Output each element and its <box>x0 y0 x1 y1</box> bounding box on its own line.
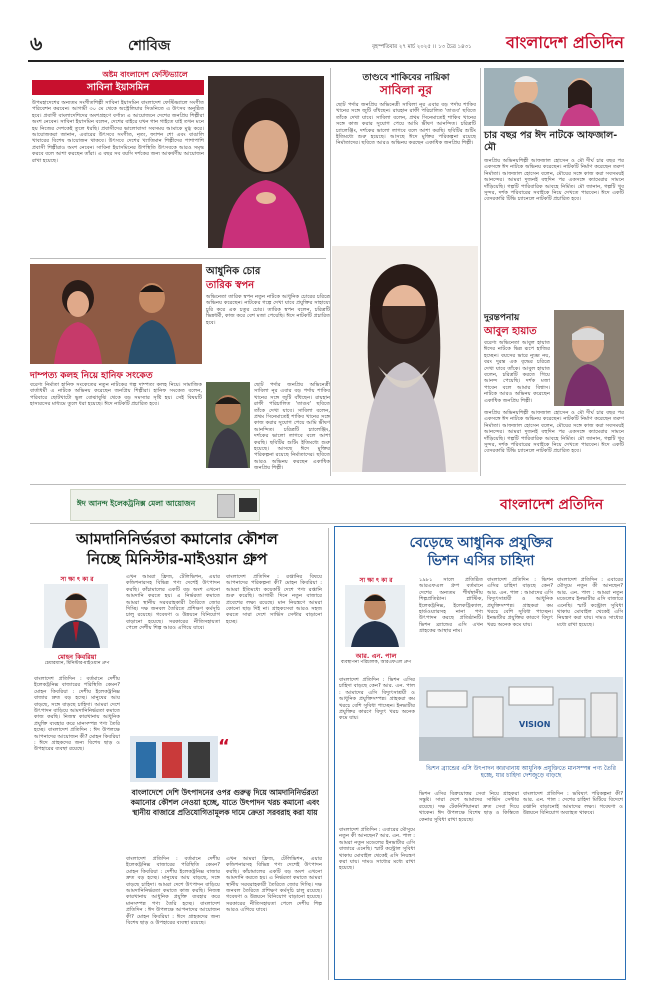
story-sabila-nur <box>336 68 476 478</box>
supplement-logo: বাংলাদেশ প্রতিদিন <box>500 497 604 513</box>
interview-col2: বাংলাদেশ প্রতিদিন : ভিশন এসির চাহিদা বাড়ছে কেন? আর. এন. পাল : আমাদের এসি বিদ্যুৎসাশ্রয়ী ও আধুনিক প্রযুক্তিসম্পন্ন। গ্রাহকরা কম খরচে বেশি সুবিধা পাচ্ছেন। ইনভার্টার প্রযুক্তির কারণে বিদ্যুৎ খরচ অনেক কমে যায়। <box>487 577 553 628</box>
headline-line2: তারিক স্বপন <box>206 280 255 291</box>
interview-col1: বাংলাদেশ প্রতিদিন : বর্তমানে দেশীয় ইলেকট্রনিক্স বাজারের পরিস্থিতি কেমন? মোহন কিবরিয়া : দেশীয় ইলেকট্রনিক্স বাজার দ্রুত বড় হচ্ছে। মানুষের আয় বাড়ছে, সঙ্গে বাড়ছে চাহিদা। আমরা দেশে উৎপাদন বাড়িয়ে আমদানিনির্ভরতা কমাতে কাজ করছি। নিজস্ব কারখানায় আধুনিক প্রযুক্তি ব্যবহার করে মানসম্পন্ন পণ্য তৈরি হচ্ছে। বাংলাদেশ প্রতিদিন : ঈদ উপলক্ষে আপনাদের আয়োজন কী? মোহন কিবরিয়া : ঈদে গ্রাহকদের জন্য বিশেষ ছাড় ও উপহারের ব্যবস্থা রয়েছে। <box>34 676 120 753</box>
headline-line2: ভিশন এসির চাহিদা <box>427 553 535 569</box>
column-divider-right <box>480 68 481 476</box>
refrigerator-ad-photo <box>130 736 218 782</box>
person-name: আর. এন. পাল <box>355 652 397 660</box>
kicker: অষ্টম বাংলাদেশ ফেস্টিভ্যালে <box>102 70 188 79</box>
story-body: বরেণ্য নির্মাতা হানিফ সংকেতের নতুন নাটকের গল্প দাম্পত্য কলহ নিয়ে। সামাজিক বার্তাধর্মী এ নাটকে অভিনয় করেছেন জনপ্রিয় শিল্পীরা। হানিফ সংকেত বলেন, পরিবারে ছোটখাটো ভুল বোঝাবুঝি থেকে বড় সমস্যার সৃষ্টি হয়। সেই বিষয়টি হাস্যরসের মাধ্যমে তুলে ধরা হয়েছে। ঈদে নাটকটি প্রচারিত হবে। <box>30 382 202 408</box>
interview-col1: ১৯৮১ সালে প্রতিষ্ঠিত আরএফএল গ্রুপ বর্তমানে দেশের অন্যতম শীর্ষস্থানীয় শিল্পপ্রতিষ্ঠান। প্লাস্টিক, ইলেকট্রনিক্স, ইলেকট্রিক্যাল, হার্ডওয়্যারসহ নানা পণ্য উৎপাদন করছে প্রতিষ্ঠানটি। ভিশন ব্র্যান্ডের এসি এখন গ্রাহকের আস্থার নাম। <box>419 577 483 635</box>
kicker: দুরন্তপনায় <box>484 313 520 323</box>
sabina-yasmin-photo <box>208 76 324 248</box>
feature-minister-myone <box>30 528 324 980</box>
story-afzal-mou <box>484 68 624 306</box>
sabila-nur-photo <box>332 246 478 472</box>
interview-col2-lower: বাংলাদেশ প্রতিদিন : বর্তমানে দেশীয় ইলেকট্রনিক্স বাজারের পরিস্থিতি কেমন? মোহন কিবরিয়া : দেশীয় ইলেকট্রনিক্স বাজার দ্রুত বড় হচ্ছে। মানুষের আয় বাড়ছে, সঙ্গে বাড়ছে চাহিদা। আমরা দেশে উৎপাদন বাড়িয়ে আমদানিনির্ভরতা কমাতে কাজ করছি। নিজস্ব কারখানায় আধুনিক প্রযুক্তি ব্যবহার করে মানসম্পন্ন পণ্য তৈরি হচ্ছে। বাংলাদেশ প্রতিদিন : ঈদ উপলক্ষে আপনাদের আয়োজন কী? মোহন কিবরিয়া : ঈদে গ্রাহকদের জন্য বিশেষ ছাড় ও উপহারের ব্যবস্থা রয়েছে। <box>126 856 220 927</box>
date-line: বৃহস্পতিবার ২৭ মার্চ ২০২৫ ।। ১৩ চৈত্র ১৪৩১ <box>372 44 472 50</box>
interview-col2-lower: ভিশন এসির বিক্রয়োত্তর সেবা নিয়ে গ্রাহকরা সন্তুষ্ট। সারা দেশে আমাদের সার্ভিস সেন্টার রয়েছে। দক্ষ টেকনিশিয়ানরা দ্রুত সেবা দিয়ে থাকেন। ঈদ উপলক্ষে বিশেষ ছাড় ও কিস্তিতে কেনার সুবিধা রাখা হয়েছে। <box>419 791 519 823</box>
masthead-logo: বাংলাদেশ প্রতিদিন <box>506 33 624 52</box>
story-hanif-sanket <box>30 262 202 476</box>
interview-col1-bottom: বাংলাদেশ প্রতিদিন : এবারের মৌসুমে নতুন কী আনছেন? আর. এন. পাল : আমরা নতুন মডেলের ইনভার্টার এসি বাজারে এনেছি। স্মার্ট কন্ট্রোল সুবিধা থাকায় মোবাইল থেকেই এসি নিয়ন্ত্রণ করা যায়। দামও সাধ্যের মধ্যে রাখা হয়েছে। <box>339 827 415 872</box>
hanif-sanket-drama-photo <box>30 264 202 364</box>
afzal-mou-photo <box>484 68 624 126</box>
story-body-upper: অভিনেতা তারিক স্বপন নতুন নাটকে আধুনিক চোরের চরিত্রে অভিনয় করেছেন। নাটকের গল্পে দেখা যাবে প্রযুক্তির সাহায্যে চুরি করে এক চতুর চোর। তারিক স্বপন বলেন, চরিত্রটি ভিন্নধর্মী, কাজ করে বেশ মজা পেয়েছি। ঈদে নাটকটি প্রচারিত হবে। <box>206 294 330 326</box>
photo-caption: ভিশন ব্র্যান্ডের এসি উৎপাদন কারখানায় আধুনিক প্রযুক্তিতে মানসম্পন্ন পণ্য তৈরি হচ্ছে, যার চাহিদা দেশজুড়ে বাড়ছে <box>426 765 616 780</box>
electronics-fair-strip <box>70 489 260 521</box>
abul-hayat-photo <box>554 310 624 406</box>
mohan-kibria-photo <box>44 584 108 648</box>
story-body-lower: ছোট পর্দার জনপ্রিয় অভিনেত্রী সাবিলা নূর এবার বড় পর্দায় শাকিব খানের সঙ্গে জুটি বাঁধছেন। রায়হান রাফী পরিচালিত 'তাণ্ডব' ছবিতে তাঁকে দেখা যাবে। সাবিলা বলেন, প্রথম সিনেমাতেই শাকিব খানের সঙ্গে কাজ করার সুযোগ পেয়ে আমি ভীষণ আনন্দিত। চরিত্রটি চ্যালেঞ্জিং, দর্শকের ভালো লাগবে বলে আশা করছি। ছবিটির শুটিং ইতিমধ্যে শুরু হয়েছে। আসছে ঈদে মুক্তির পরিকল্পনা রয়েছে নির্মাতাদের। ছবিতে আরও অভিনয় করছেন একাধিক জনপ্রিয় শিল্পী। <box>254 382 330 472</box>
appliance-icon <box>217 494 235 518</box>
headline: সাবিনা ইয়াসমিন <box>87 82 149 93</box>
headline-line2: নিচ্ছে মিনিস্টার-মাইওয়ান গ্রুপ <box>86 550 268 568</box>
story-abul-hayat <box>484 310 624 476</box>
masthead-rule <box>28 60 624 62</box>
headline-line2: সাবিলা নূর <box>380 83 432 97</box>
pullquote: বাংলাদেশে দেশি উৎপাদনের ওপর গুরুত্ব দিয়ে আমদানিনির্ভরতা কমানোর কৌশল নেওয়া হচ্ছে, যাতে উৎপাদন খরচ কমানো এবং স্থানীয় বাজারে প্রতিযোগিতামূলক দামে ক্রেতা সরবরাহ করা যায় <box>130 788 320 817</box>
interview-col1-lower: বাংলাদেশ প্রতিদিন : ভিশন এসির চাহিদা বাড়ছে কেন? আর. এন. পাল : আমাদের এসি বিদ্যুৎসাশ্রয়ী ও আধুনিক প্রযুক্তিসম্পন্ন। গ্রাহকরা কম খরচে বেশি সুবিধা পাচ্ছেন। ইনভার্টার প্রযুক্তির কারণে বিদ্যুৎ খরচ অনেক কমে যায়। <box>339 677 415 722</box>
headline-banner <box>32 80 204 95</box>
interview-tag: সা ক্ষা ৎ কা র <box>60 576 94 583</box>
pullquote-mark: “ <box>218 736 230 757</box>
svg-text:VISION: VISION <box>519 720 551 729</box>
interview-col3-lower: এখন আমরা ফ্রিজ, টেলিভিশন, এয়ার কন্ডিশনারসহ বিভিন্ন পণ্য দেশেই উৎপাদন করছি। কাঁচামালের একটি বড় অংশ এখনো আমদানি করতে হয়। এ নির্ভরতা কমাতে আমরা স্থানীয় সরবরাহকারী তৈরিতে জোর দিচ্ছি। দক্ষ জনবল তৈরিতে প্রশিক্ষণ কর্মসূচি চালু রয়েছে। গবেষণা ও উন্নয়নে বিনিয়োগ বাড়ানো হয়েছে। সরকারের নীতিসহায়তা পেলে দেশীয় শিল্প আরও এগিয়ে যাবে। <box>226 856 322 914</box>
feature-divider <box>328 528 329 980</box>
feature-vision-ac <box>334 526 626 980</box>
column-divider <box>330 68 331 476</box>
headline-line1: আমদানিনির্ভরতা কমানোর কৌশল <box>76 530 278 548</box>
headline-line1: তাণ্ডবে শাকিবের নায়িকা <box>362 73 450 83</box>
tv-icon <box>239 498 257 512</box>
story-body-left: বরেণ্য অভিনেতা আবুল হায়াত ঈদের নাটকে ভিন্ন রূপে হাজির হচ্ছেন। বয়সের ভারে ন্যুব্জ নয়, বরং দুরন্ত এক বৃদ্ধের চরিত্রে দেখা যাবে তাঁকে। আবুল হায়াত বলেন, চরিত্রটি করতে গিয়ে আনন্দ পেয়েছি। দর্শক মজা পাবেন বলে আমার বিশ্বাস। নাটকে আরও অভিনয় করেছেন একাধিক জনপ্রিয় শিল্পী। <box>484 340 550 404</box>
interview-col3: বাংলাদেশ প্রতিদিন : রপ্তানির বিষয়ে আপনাদের পরিকল্পনা কী? মোহন কিবরিয়া : আমরা ইতিমধ্যে কয়েকটি দেশে পণ্য রপ্তানি শুরু করেছি। আগামী দিনে নতুন বাজারে প্রবেশের লক্ষ্য রয়েছে। মান নিয়ন্ত্রণে আমরা কোনো ছাড় দিই না। গ্রাহকসেবা আরও সহজ করতে সারা দেশে সার্ভিস সেন্টার বাড়ানো হচ্ছে। <box>226 574 322 625</box>
interview-col3: বাংলাদেশ প্রতিদিন : এবারের মৌসুমে নতুন কী আনছেন? আর. এন. পাল : আমরা নতুন মডেলের ইনভার্টার এসি বাজারে এনেছি। স্মার্ট কন্ট্রোল সুবিধা থাকায় মোবাইল থেকেই এসি নিয়ন্ত্রণ করা যায়। দামও সাধ্যের মধ্যে রাখা হয়েছে। <box>557 577 623 628</box>
person-title: ব্যবস্থাপনা পরিচালক, আরএফএল গ্রুপ <box>340 660 412 665</box>
fair-title: ঈদ আনন্দ ইলেকট্রনিক্স মেলা আয়োজন <box>77 499 196 508</box>
person-title: চেয়ারম্যান, মিনিস্টার-মাইওয়ান গ্রুপ <box>44 661 110 666</box>
supplement-banner <box>30 484 626 524</box>
headline: চার বছর পর ঈদ নাটকে আফজাল-মৌ <box>484 130 618 153</box>
headline: দাম্পত্য কলহ নিয়ে হানিফ সংকেত <box>30 371 153 381</box>
story-body-bottom: জনপ্রিয় অভিনয়শিল্পী আফজাল হোসেন ও মৌ দীর্ঘ চার বছর পর একসঙ্গে ঈদ নাটকে অভিনয় করেছেন। নাটকটি নির্মাণ করেছেন তরুণ নির্মাতা। আফজাল হোসেন বলেন, মৌয়ের সঙ্গে কাজ করা সবসময়ই আনন্দের। আমরা দুজনই বহুদিন পর একসঙ্গে ক্যামেরার সামনে দাঁড়িয়েছি। গল্পটি পারিবারিক আবহে নির্মিত। মৌ জানান, গল্পটি খুব সুন্দর, দর্শক পরিবারের সবাইকে নিয়ে দেখতে পারবেন। ঈদে একটি বেসরকারি টিভি চ্যানেলে নাটকটি প্রচারিত হবে। <box>484 410 624 455</box>
story-body: জনপ্রিয় অভিনয়শিল্পী আফজাল হোসেন ও মৌ দীর্ঘ চার বছর পর একসঙ্গে ঈদ নাটকে অভিনয় করেছেন। নাটকটি নির্মাণ করেছেন তরুণ নির্মাতা। আফজাল হোসেন বলেন, মৌয়ের সঙ্গে কাজ করা সবসময়ই আনন্দের। আমরা দুজনই বহুদিন পর একসঙ্গে ক্যামেরার সামনে দাঁড়িয়েছি। গল্পটি পারিবারিক আবহে নির্মিত। মৌ জানান, গল্পটি খুব সুন্দর, দর্শক পরিবারের সবাইকে নিয়ে দেখতে পারবেন। ঈদে একটি বেসরকারি টিভি চ্যানেলে নাটকটি প্রচারিত হবে। <box>484 158 624 203</box>
vision-ac-factory-photo <box>419 677 623 761</box>
interview-col2: এখন আমরা ফ্রিজ, টেলিভিশন, এয়ার কন্ডিশনারসহ বিভিন্ন পণ্য দেশেই উৎপাদন করছি। কাঁচামালের একটি বড় অংশ এখনো আমদানি করতে হয়। এ নির্ভরতা কমাতে আমরা স্থানীয় সরবরাহকারী তৈরিতে জোর দিচ্ছি। দক্ষ জনবল তৈরিতে প্রশিক্ষণ কর্মসূচি চালু রয়েছে। গবেষণা ও উন্নয়নে বিনিয়োগ বাড়ানো হয়েছে। সরকারের নীতিসহায়তা পেলে দেশীয় শিল্প আরও এগিয়ে যাবে। <box>126 574 220 632</box>
row-divider <box>30 258 326 259</box>
headline-line1: আধুনিক চোর <box>206 266 261 277</box>
story-body: উপমহাদেশের অন্যতম সংগীতশিল্পী সাবিনা ইয়াসমিন বাংলাদেশ ফেস্টিভ্যালে সংগীত পরিবেশন করবেন। আগামী ৩০ মে থেকে অস্ট্রেলিয়ার সিডনিতে এ উৎসব অনুষ্ঠিত হবে। প্রবাসী বাংলাদেশিদের অংশগ্রহণে বর্ণাঢ্য এ আয়োজনে দেশের জনপ্রিয় শিল্পীরা অংশ নেবেন। সাবিনা ইয়াসমিন বলেন, দেশের বাইরে যখন গান গাইতে যাই তখন মনে হয় নিজের দেশকেই তুলে ধরছি। প্রবাসীদের ভালোবাসা সবসময় আমাকে মুগ্ধ করে। আয়োজকরা জানান, এবারের উৎসবে সংগীত, নৃত্য, ফ্যাশন শো এবং বাঙালি খাবারের বিশেষ আয়োজন থাকবে। উৎসবে দেশের খ্যাতিমান শিল্পীদের পাশাপাশি প্রবাসী শিল্পীরাও অংশ নেবেন। সাবিনা ইয়াসমিনের উপস্থিতি উৎসবকে আরও সমৃদ্ধ করবে বলে আশা করছেন তাঁরা। এ বছর সব বয়সি দর্শকের জন্য আকর্ষণীয় আয়োজন রাখা হয়েছে। <box>32 100 204 164</box>
story-tariq-swapan <box>206 262 330 476</box>
headline: আবুল হায়াত <box>484 326 537 337</box>
rn-paul-photo <box>345 585 405 647</box>
person-name: মোহন কিবরিয়া <box>57 653 97 661</box>
interview-col3-lower: বাংলাদেশ প্রতিদিন : ভবিষ্যৎ পরিকল্পনা কী? আর. এন. পাল : দেশের চাহিদা মিটিয়ে বিদেশে রপ্তানি বাড়ানোই আমাদের লক্ষ্য। গবেষণা ও উন্নয়নে বিনিয়োগ অব্যাহত থাকবে। <box>523 791 623 817</box>
page-number: ৬ <box>30 33 43 55</box>
interview-tag: সা ক্ষা ৎ কা র <box>359 577 393 584</box>
story-body: ছোট পর্দার জনপ্রিয় অভিনেত্রী সাবিলা নূর এবার বড় পর্দায় শাকিব খানের সঙ্গে জুটি বাঁধছেন। রায়হান রাফী পরিচালিত 'তাণ্ডব' ছবিতে তাঁকে দেখা যাবে। সাবিলা বলেন, প্রথম সিনেমাতেই শাকিব খানের সঙ্গে কাজ করার সুযোগ পেয়ে আমি ভীষণ আনন্দিত। চরিত্রটি চ্যালেঞ্জিং, দর্শকের ভালো লাগবে বলে আশা করছি। ছবিটির শুটিং ইতিমধ্যে শুরু হয়েছে। আসছে ঈদে মুক্তির পরিকল্পনা রয়েছে নির্মাতাদের। ছবিতে আরও অভিনয় করছেন একাধিক জনপ্রিয় শিল্পী। <box>336 102 476 147</box>
section-label: শোবিজ <box>128 38 171 54</box>
story-sabina-yasmin <box>30 68 326 258</box>
headline-line1: বেড়েছে আধুনিক প্রযুক্তির <box>409 535 553 551</box>
tariq-swapan-photo <box>206 382 250 468</box>
